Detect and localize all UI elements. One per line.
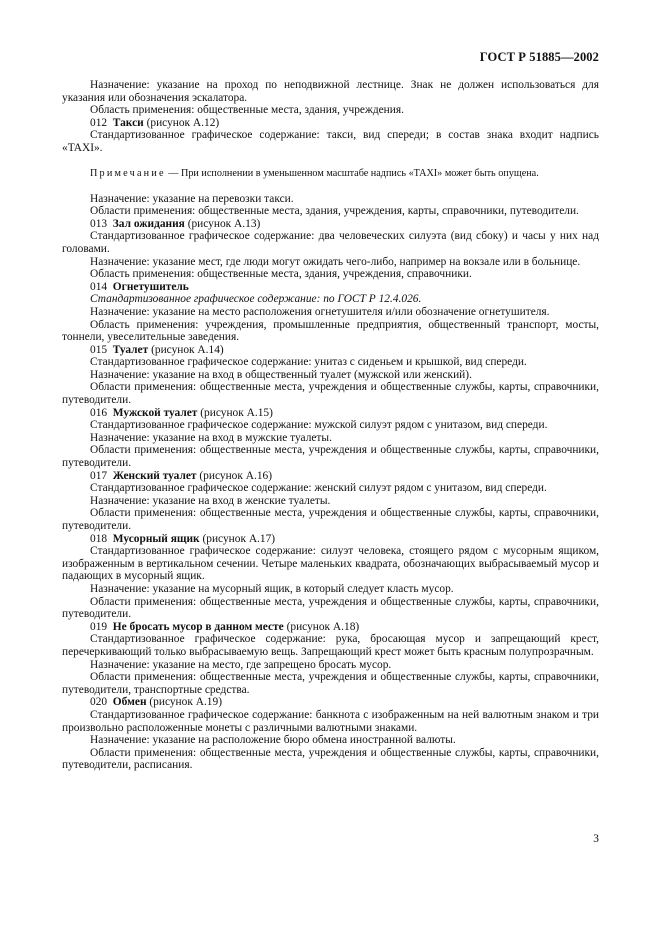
paragraph: Области применения: общественные места, учреждения и общественные службы, карты, справочники, путеводители. [62, 595, 599, 621]
document-header: ГОСТ Р 51885—2002 [479, 50, 599, 64]
paragraph: Назначение: указание мест, где люди могут ожидать чего-либо, например на вокзале или в больнице. [90, 255, 581, 268]
paragraph: Стандартизованное графическое содержание: по ГОСТ Р 12.4.026. [90, 293, 422, 306]
document-body [62, 79, 599, 772]
paragraph: Стандартизованное графическое содержание: женский силуэт рядом с унитазом, вид спереди. [90, 482, 547, 495]
item-name: Не бросать мусор в данном месте [112, 620, 284, 633]
page-number: 3 [593, 833, 599, 845]
item-number: 012 [90, 116, 108, 129]
note-text: — При исполнении в уменьшенном масштабе надпись «TAXI» может быть опущена. [165, 167, 539, 179]
item-name: Обмен [112, 696, 147, 709]
figure-ref: (рисунок А.13) [187, 217, 261, 230]
note [62, 168, 599, 180]
item-number: 017 [90, 469, 108, 482]
item-name: Женский туалет [112, 469, 197, 482]
paragraph: Стандартизованное графическое содержание: такси, вид спереди; в состав знака входит надпись «TAXI». [62, 129, 599, 154]
item-number: 013 [90, 217, 108, 230]
paragraph: Стандартизованное графическое содержание: банкнота с изображенным на ней валютным знаком и три произвольно расположенные монеты с различными валютными знаками. [62, 708, 599, 734]
item-number: 018 [90, 532, 108, 545]
paragraph: Области применения: общественные места, учреждения и общественные службы, карты, справочники, путеводители, транспортные средства. [62, 671, 599, 696]
item-name: Такси [112, 116, 144, 129]
paragraph: Назначение: указание на вход в общественный туалет (мужской или женский). [90, 368, 472, 381]
section-heading [62, 281, 599, 294]
item-name: Мусорный ящик [112, 532, 200, 545]
section-heading [62, 344, 599, 357]
paragraph: Назначение: указание на место расположения огнетушителя и/или обозначение огнетушителя. [90, 305, 550, 318]
paragraph: Области применения: общественные места, учреждения и общественные службы, карты, справочники, путеводители, расписания. [62, 746, 599, 772]
section-heading [62, 407, 599, 420]
figure-ref: (рисунок А.19) [149, 696, 222, 709]
paragraph: Назначение: указание на перевозки такси. [90, 192, 294, 205]
paragraph: Область применения: общественные места, здания, учреждения, справочники. [90, 268, 472, 281]
paragraph: Область применения: общественные места, здания, учреждения. [90, 104, 404, 117]
item-number: 020 [90, 696, 108, 709]
item-name: Мужской туалет [112, 406, 198, 419]
note-label: Примечание [90, 167, 166, 179]
item-number: 019 [90, 620, 108, 633]
section-heading [62, 533, 599, 546]
figure-ref: (рисунок А.14) [151, 343, 224, 356]
figure-ref: (рисунок А.15) [200, 406, 273, 419]
paragraph: Область применения: учреждения, промышленные предприятия, общественный транспорт, мосты, тоннели, увеселительные заведения. [62, 318, 599, 344]
paragraph: Области применения: общественные места, учреждения и общественные службы, карты, справочники, путеводители. [62, 507, 599, 532]
item-name: Огнетушитель [112, 280, 189, 293]
paragraph: Стандартизованное графическое содержание: рука, бросающая мусор и запрещающий крест, перечеркивающий только выбрасываемую вещь. Запрещающий крест может быть красным полупрозрачным. [62, 633, 599, 658]
item-number: 014 [90, 280, 108, 293]
item-number: 015 [90, 343, 108, 356]
section-heading [62, 696, 599, 709]
paragraph: Назначение: указание на проход по неподвижной лестнице. Знак не должен использоваться для указания или обозначения эскалатора. [62, 79, 599, 104]
item-name: Зал ожидания [112, 217, 185, 230]
paragraph: Назначение: указание на место, где запрещено бросать мусор. [90, 658, 392, 671]
figure-ref: (рисунок А.16) [199, 469, 273, 482]
paragraph: Назначение: указание на расположение бюро обмена иностранной валюты. [90, 734, 456, 747]
paragraph: Области применения: общественные места, здания, учреждения, карты, справочники, путеводители. [90, 205, 579, 218]
figure-ref: (рисунок А.12) [146, 116, 220, 129]
figure-ref: (рисунок А.18) [286, 620, 360, 633]
paragraph: Назначение: указание на вход в мужские туалеты. [90, 431, 332, 444]
paragraph: Стандартизованное графическое содержание: мужской силуэт рядом с унитазом, вид спереди. [90, 419, 548, 432]
paragraph: Назначение: указание на мусорный ящик, в который следует класть мусор. [90, 582, 454, 595]
section-heading [62, 117, 599, 130]
section-heading [62, 218, 599, 231]
paragraph: Стандартизованное графическое содержание: унитаз с сиденьем и крышкой, вид спереди. [90, 356, 527, 369]
paragraph: Стандартизованное графическое содержание: силуэт человека, стоящего рядом с мусорным ящиком, изображенным в вертикальном сечении. Четыре маленьких квадрата, обозначающих выбрасываемый мусор и падающих в мусорный ящик. [62, 545, 599, 583]
paragraph: Области применения: общественные места, учреждения и общественные службы, карты, справочники, путеводители. [62, 444, 599, 470]
figure-ref: (рисунок А.17) [202, 532, 276, 545]
paragraph: Стандартизованное графическое содержание: два человеческих силуэта (вид сбоку) и часы у них над головами. [62, 230, 599, 255]
item-number: 016 [90, 406, 108, 419]
item-name: Туалет [112, 343, 149, 356]
section-heading [62, 621, 599, 634]
paragraph: Области применения: общественные места, учреждения и общественные службы, карты, справочники, путеводители. [62, 381, 599, 407]
paragraph: Назначение: указание на вход в женские туалеты. [90, 494, 331, 507]
section-heading [62, 470, 599, 483]
